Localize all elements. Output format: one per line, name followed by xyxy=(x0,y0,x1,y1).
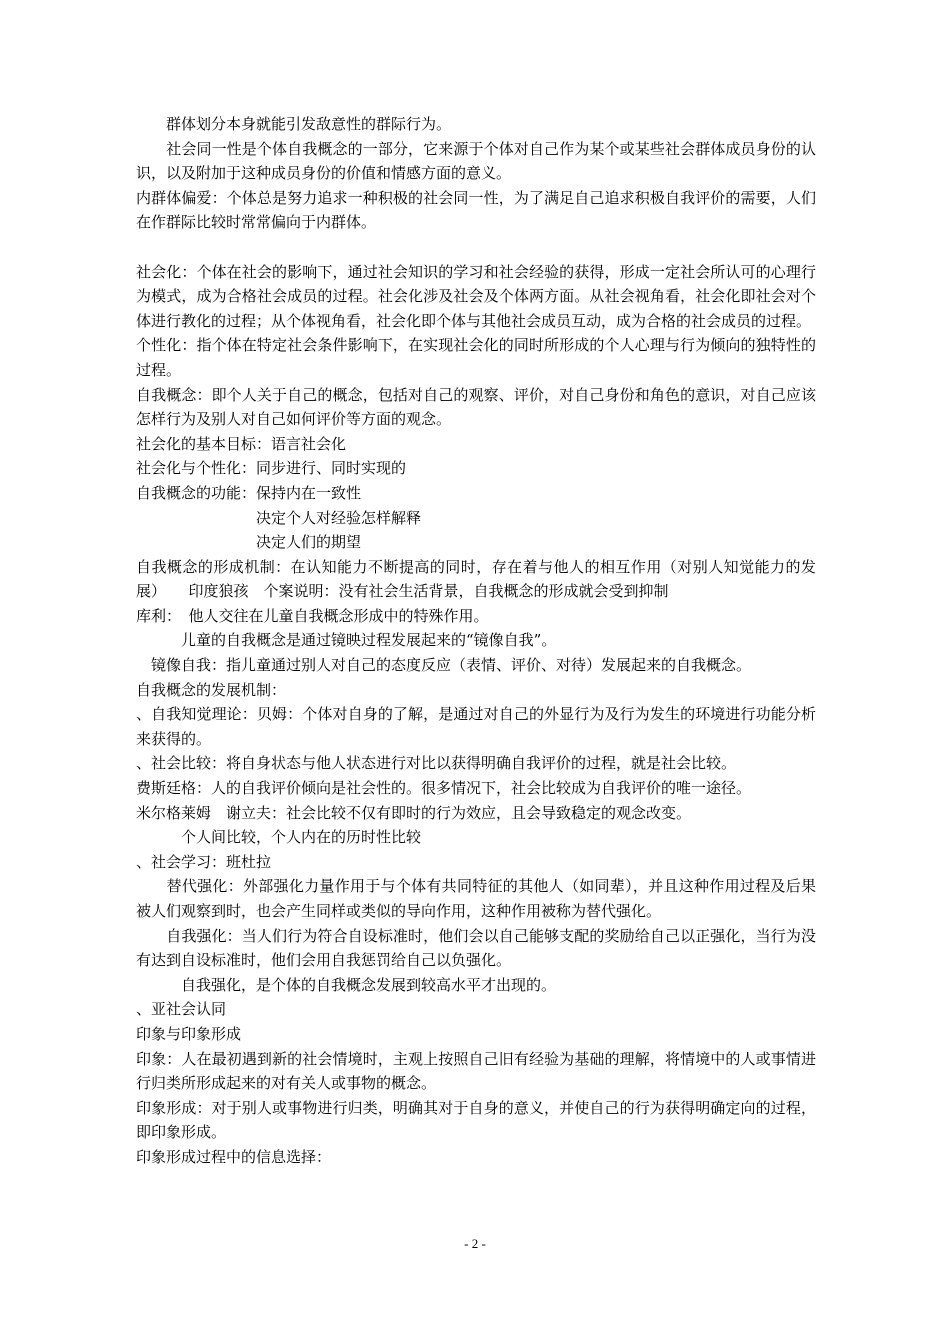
paragraph: 社会化的基本目标：语言社会化 xyxy=(136,434,347,453)
paragraph: 个人间比较，个人内在的历时性比较 xyxy=(136,828,422,847)
paragraph: 自我强化：当人们行为符合自设标准时，他们会以自己能够支配的奖励给自己以正强化，当行为没有达到自设标准时，他们会用自我惩罚给自己以负强化。 xyxy=(136,926,816,970)
paragraph: 替代强化：外部强化力量作用于与个体有共同特征的其他人（如同辈），并且这种作用过程及后果被人们观察到时，也会产生同样或类似的导向作用，这种作用被称为替代强化。 xyxy=(136,877,816,920)
body-text xyxy=(136,112,816,1170)
paragraph: 自我概念的功能：保持内在一致性 xyxy=(136,483,362,502)
paragraph: 镜像自我：指儿童通过别人对自己的态度反应（表情、评价、对待）发展起来的自我概念。 xyxy=(136,656,752,675)
paragraph: 自我概念的形成机制：在认知能力不断提高的同时，存在着与他人的相互作用（对别人知觉能力的发展） 印度狼孩 个案说明：没有社会生活背景，自我概念的形成就会受到抑制 xyxy=(136,557,816,601)
paragraph: 、社会比较：将自身状态与他人状态进行对比以获得明确自我评价的过程，就是社会比较。 xyxy=(136,754,737,773)
paragraph: 社会同一性是个体自我概念的一部分，它来源于个体对自己作为某个或某些社会群体成员身份的认识，以及附加于这种成员身份的价值和情感方面的意义。 xyxy=(136,139,816,183)
paragraph: 决定人们的期望 xyxy=(136,533,362,552)
paragraph: 自我概念的发展机制： xyxy=(136,680,287,699)
paragraph: 米尔格莱姆 谢立夫：社会比较不仅有即时的行为效应，且会导致稳定的观念改变。 xyxy=(136,803,692,822)
paragraph: 内群体偏爱：个体总是努力追求一种积极的社会同一性，为了满足自己追求积极自我评价的需要，人们在作群际比较时常常偏向于内群体。 xyxy=(136,188,816,232)
paragraph: 自我概念：即个人关于自己的概念，包括对自己的观察、评价，对自己身份和角色的意识，对自己应该怎样行为及别人对自己如何评价等方面的观念。 xyxy=(136,385,816,429)
paragraph: 库利： 他人交往在儿童自我概念形成中的特殊作用。 xyxy=(136,606,489,625)
paragraph: 印象形成过程中的信息选择： xyxy=(136,1147,332,1166)
paragraph: 自我强化，是个体的自我概念发展到较高水平才出现的。 xyxy=(136,975,557,994)
paragraph: 、自我知觉理论：贝姆：个体对自身的了解，是通过对自己的外显行为及行为发生的环境进行功能分析来获得的。 xyxy=(136,705,816,748)
paragraph: 印象：人在最初遇到新的社会情境时，主观上按照自己旧有经验为基础的理解，将情境中的人或事情进行归类所形成起来的对有关人或事物的概念。 xyxy=(136,1049,816,1093)
paragraph: 个性化：指个体在特定社会条件影响下，在实现社会化的同时所形成的个人心理与行为倾向的独特性的过程。 xyxy=(136,336,816,379)
paragraph: 儿童的自我概念是通过镜映过程发展起来的“镜像自我”。 xyxy=(136,631,557,650)
paragraph: 社会化：个体在社会的影响下，通过社会知识的学习和社会经验的获得，形成一定社会所认可的心理行为模式，成为合格社会成员的过程。社会化涉及社会及个体两方面。从社会视角看，社会化即社会对个体进行教化的过程；从个体视角看，社会化即个体与其他社会成员互动，成为合格的社会成员的过程。 xyxy=(136,262,816,330)
paragraph: 、亚社会认同 xyxy=(136,1000,227,1019)
paragraph: 印象形成：对于别人或事物进行归类，明确其对于自身的意义，并使自己的行为获得明确定向的过程，即印象形成。 xyxy=(136,1098,816,1142)
paragraph: 印象与印象形成 xyxy=(136,1024,242,1043)
paragraph: 决定个人对经验怎样解释 xyxy=(136,508,422,527)
paragraph: 群体划分本身就能引发敌意性的群际行为。 xyxy=(136,115,452,133)
page-number: - 2 - xyxy=(464,1236,486,1251)
blank-line xyxy=(136,235,816,260)
paragraph: 费斯廷格：人的自我评价倾向是社会性的。很多情况下，社会比较成为自我评价的唯一途径。 xyxy=(136,779,752,798)
paragraph: 社会化与个性化：同步进行、同时实现的 xyxy=(136,459,407,478)
paragraph: 、社会学习：班杜拉 xyxy=(136,852,272,871)
